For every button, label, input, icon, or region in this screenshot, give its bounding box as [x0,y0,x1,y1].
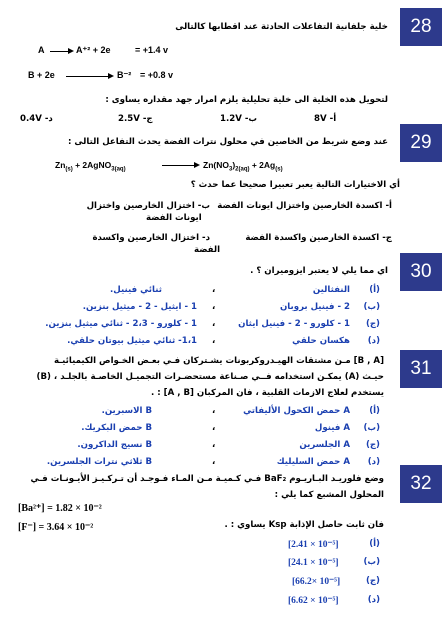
option-compound-1: A الجلسرين [299,440,350,450]
option-compound-1: A فينول [314,423,350,433]
option-compound-2: B حمض البكريك. [81,423,152,433]
option-value: [2.41 × 10⁻⁵] [288,540,339,550]
question-stem: يستخدم لعلاج الازمات القلبية ، فان المركبان [A , B] : . [150,388,384,398]
equation-value: = +1.4 v [135,45,169,55]
question-number-badge: 28 [400,8,442,46]
option-label: (د) [367,336,380,346]
option-label: (ج) [365,576,380,586]
option-value: [66.2× 10⁻⁵] [292,577,341,587]
option-compound-2: 1 - ايثيل - 2 - ميثيل بنزين. [82,302,197,312]
option-label: (أ) [369,285,380,295]
question-number-badge: 29 [400,124,442,162]
option-separator: ، [212,423,216,433]
option-label: (ج) [365,440,380,450]
equation-left: B + 2e [28,70,55,80]
option-compound-1: 1 - كلورو - 2 - فينيل ايثان [238,319,350,329]
equation-right: A⁺² + 2e [76,45,111,55]
option-b[interactable]: ب- 1.2V [220,114,258,124]
f-concentration: [F⁻] = 3.64 × 10⁻² [18,522,94,533]
option-compound-2: ثنائي فينيل. [110,285,162,295]
option-separator: ، [212,440,216,450]
option-compound-2: 1،1- ثنائي ميثيل بيوتان حلقي. [67,336,197,346]
option-a[interactable]: أ- اكسدة الخارصين واختزال ايونات الفضة [217,201,392,211]
question-stem: حيـث (A) يمكـن استخدامه فــي صـناعة مستحضـرات التجميـل الخاصـة بالجلـد ، (B) [36,372,384,382]
option-d[interactable]: د- 0.4V [20,114,53,124]
option-compound-1: هكسان حلقي [292,336,350,346]
option-b[interactable]: ب- اختزال الخارصين واختزال [86,201,210,211]
reaction-arrow-icon [162,165,198,166]
option-separator: ، [212,336,216,346]
option-label: (أ) [369,406,380,416]
option-label: (د) [367,595,380,605]
option-compound-1: A حمض السليليك [276,457,350,467]
question-text: لتحويل هذه الخلية الى خلية تحليلية يلزم امرار جهد مقداره يساوى : [105,95,388,105]
option-label: (ج) [365,319,380,329]
option-separator: ، [212,457,216,467]
reaction-arrow-icon [50,51,72,52]
option-c[interactable]: ج- 2.5V [118,114,153,124]
option-compound-2: B الاسبرين. [101,406,152,416]
option-label: (د) [367,457,380,467]
option-separator: ، [212,285,216,295]
question-stem: خلية جلفانية التفاعلات الحادثة عند اقطابها كالتالى [175,22,388,32]
question-text: أي الاختيارات التالية يعبر تعبيرا صحيحا عما حدث ؟ [190,180,400,190]
option-compound-2: B نسيج الداكرون. [77,440,152,450]
question-stem: [B , A] مـن مشتقات الهيـدروكربونات يشـتركان فـي بعـض الخـواص الكيميائيـة [53,356,384,366]
option-compound-1: النفثالين [312,285,350,295]
reaction-arrow-icon [66,76,112,77]
option-c[interactable]: ج- اكسدة الخارصين واكسدة الفضة [245,233,392,243]
option-value: [6.62 × 10⁻⁵] [288,596,339,606]
option-separator: ، [212,302,216,312]
option-label: (ب) [363,423,380,433]
option-separator: ، [212,319,216,329]
question-stem: اي مما يلي لا يعتبر ايزوميران ؟ . [250,266,388,276]
option-label: (ب) [363,557,380,567]
question-number-badge: 30 [400,253,442,291]
question-text: فان ثابت حاصل الإذابة Ksp يساوي : . [224,520,384,530]
option-value: [24.1 × 10⁻⁵] [288,558,339,568]
equation-left: $Zn_{(s)}$ + 2AgNO$_{3(aq)}$ [55,160,126,173]
option-compound-1: A حمض الكحول الأليفاتي [243,406,350,416]
question-number-badge: 32 [400,465,442,503]
equation-left: A [38,45,45,55]
equation-right: B⁻² [117,70,132,80]
question-number-badge: 31 [400,350,442,388]
option-compound-2: B ثلاثي نترات الجلسرين. [46,457,152,467]
option-c-continued: الفضة [194,245,221,255]
option-label: (أ) [369,539,380,549]
question-stem: المحلول المشبع كما يلي : [274,490,384,500]
option-a[interactable]: أ- 8V [314,114,337,124]
question-stem: وضع فلوريـد البـاريـوم BaF₂ فـي كـميـة مـن المـاء فـوجـد أن تـركـيـز الأيـونـات فـي [30,474,384,484]
option-label: (ب) [363,302,380,312]
option-b-continued: ايونات الفضة [146,213,202,223]
question-stem: عند وضع شريط من الخاصين في محلول نترات الفضة يحدث التفاعل التالى : [68,137,388,147]
equation-right: $Zn(NO_3)_{2(aq)} + 2Ag_{(s)}$ [203,160,283,173]
equation-value: = +0.8 v [140,70,174,80]
option-compound-2: 1 - كلورو - 2،3 - ثنائي ميثيل بنزين. [45,319,197,329]
option-d[interactable]: د- اختزال الخارصين واكسدة [92,233,210,243]
ba-concentration: [Ba²⁺] = 1.82 × 10⁻² [18,503,102,514]
option-separator: ، [212,406,216,416]
option-compound-1: 2 - فينيل بروبان [279,302,350,312]
